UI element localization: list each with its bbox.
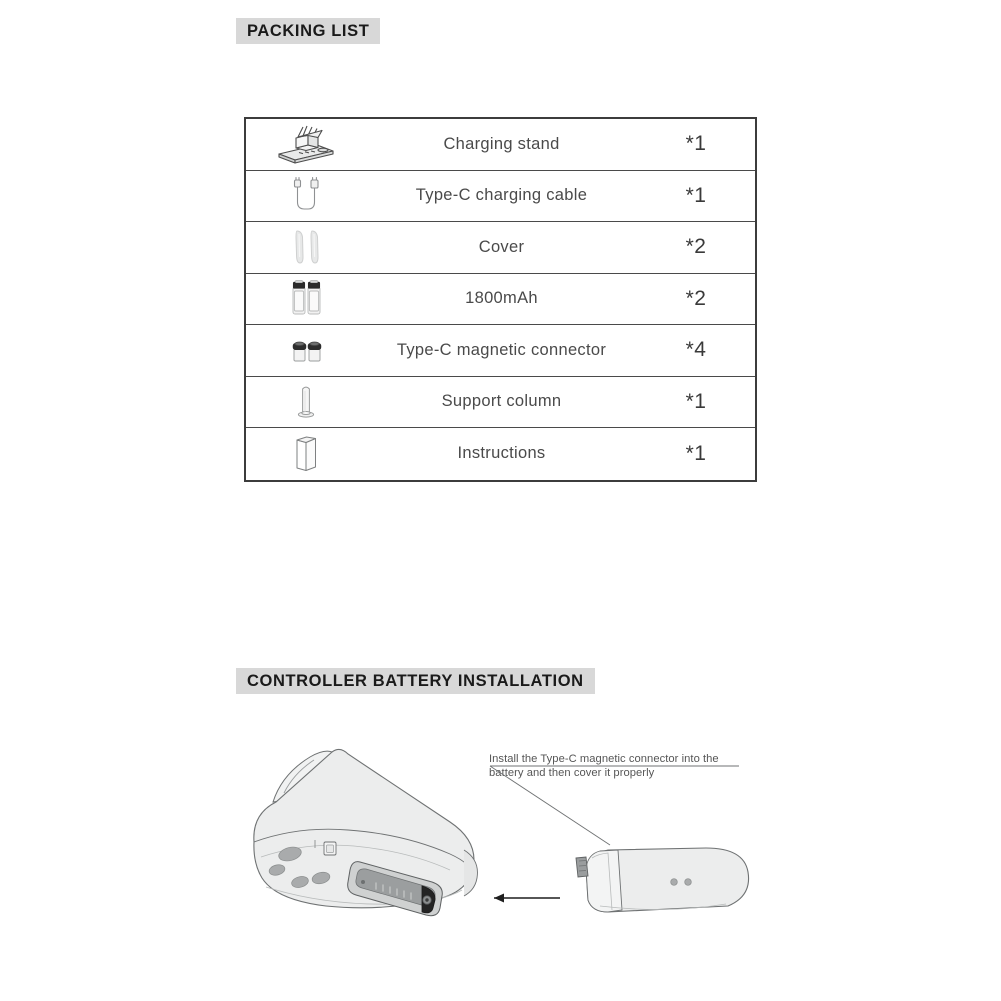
item-quantity: *4	[685, 338, 707, 362]
battery-cells-icon	[246, 274, 366, 325]
usb-c-cable-icon	[246, 171, 366, 222]
magnetic-connector-icon	[246, 325, 366, 376]
installation-annotation-text: Install the Type-C magnetic connector into the battery and then cover it properly	[489, 753, 719, 780]
item-label: Instructions	[457, 444, 546, 463]
annotation-leader-line	[490, 766, 739, 845]
controller-battery-illustration	[236, 730, 776, 930]
item-quantity: *1	[685, 183, 707, 207]
item-quantity: *1	[685, 441, 707, 465]
controller-battery-title: CONTROLLER BATTERY INSTALLATION	[247, 671, 584, 690]
support-column-icon	[246, 377, 366, 428]
cover-blades-icon	[246, 222, 366, 273]
instructions-booklet-icon	[246, 428, 366, 480]
item-label: Type-C charging cable	[415, 186, 588, 205]
item-quantity: *2	[685, 286, 707, 310]
item-label: Cover	[478, 237, 525, 256]
controller-cover-illustration	[576, 848, 749, 912]
table-row	[246, 428, 755, 480]
item-quantity: *2	[685, 235, 707, 259]
table-row	[246, 171, 755, 223]
controller-battery-section-header	[236, 668, 595, 694]
packing-list-table	[244, 117, 757, 482]
item-label: Type-C magnetic connector	[396, 340, 607, 359]
item-label: Charging stand	[443, 134, 560, 153]
item-label: 1800mAh	[465, 289, 538, 308]
table-row	[246, 222, 755, 274]
packing-list-section-header	[236, 18, 380, 44]
item-quantity: *1	[685, 132, 707, 156]
table-row	[246, 274, 755, 326]
packing-list-title: PACKING LIST	[247, 21, 370, 40]
table-row	[246, 325, 755, 377]
table-row	[246, 119, 755, 171]
item-label: Support column	[441, 392, 562, 411]
charging-stand-icon	[246, 119, 366, 170]
item-quantity: *1	[685, 389, 707, 413]
table-row	[246, 377, 755, 429]
controller-body-illustration	[254, 749, 478, 915]
assembly-arrow	[494, 894, 560, 903]
